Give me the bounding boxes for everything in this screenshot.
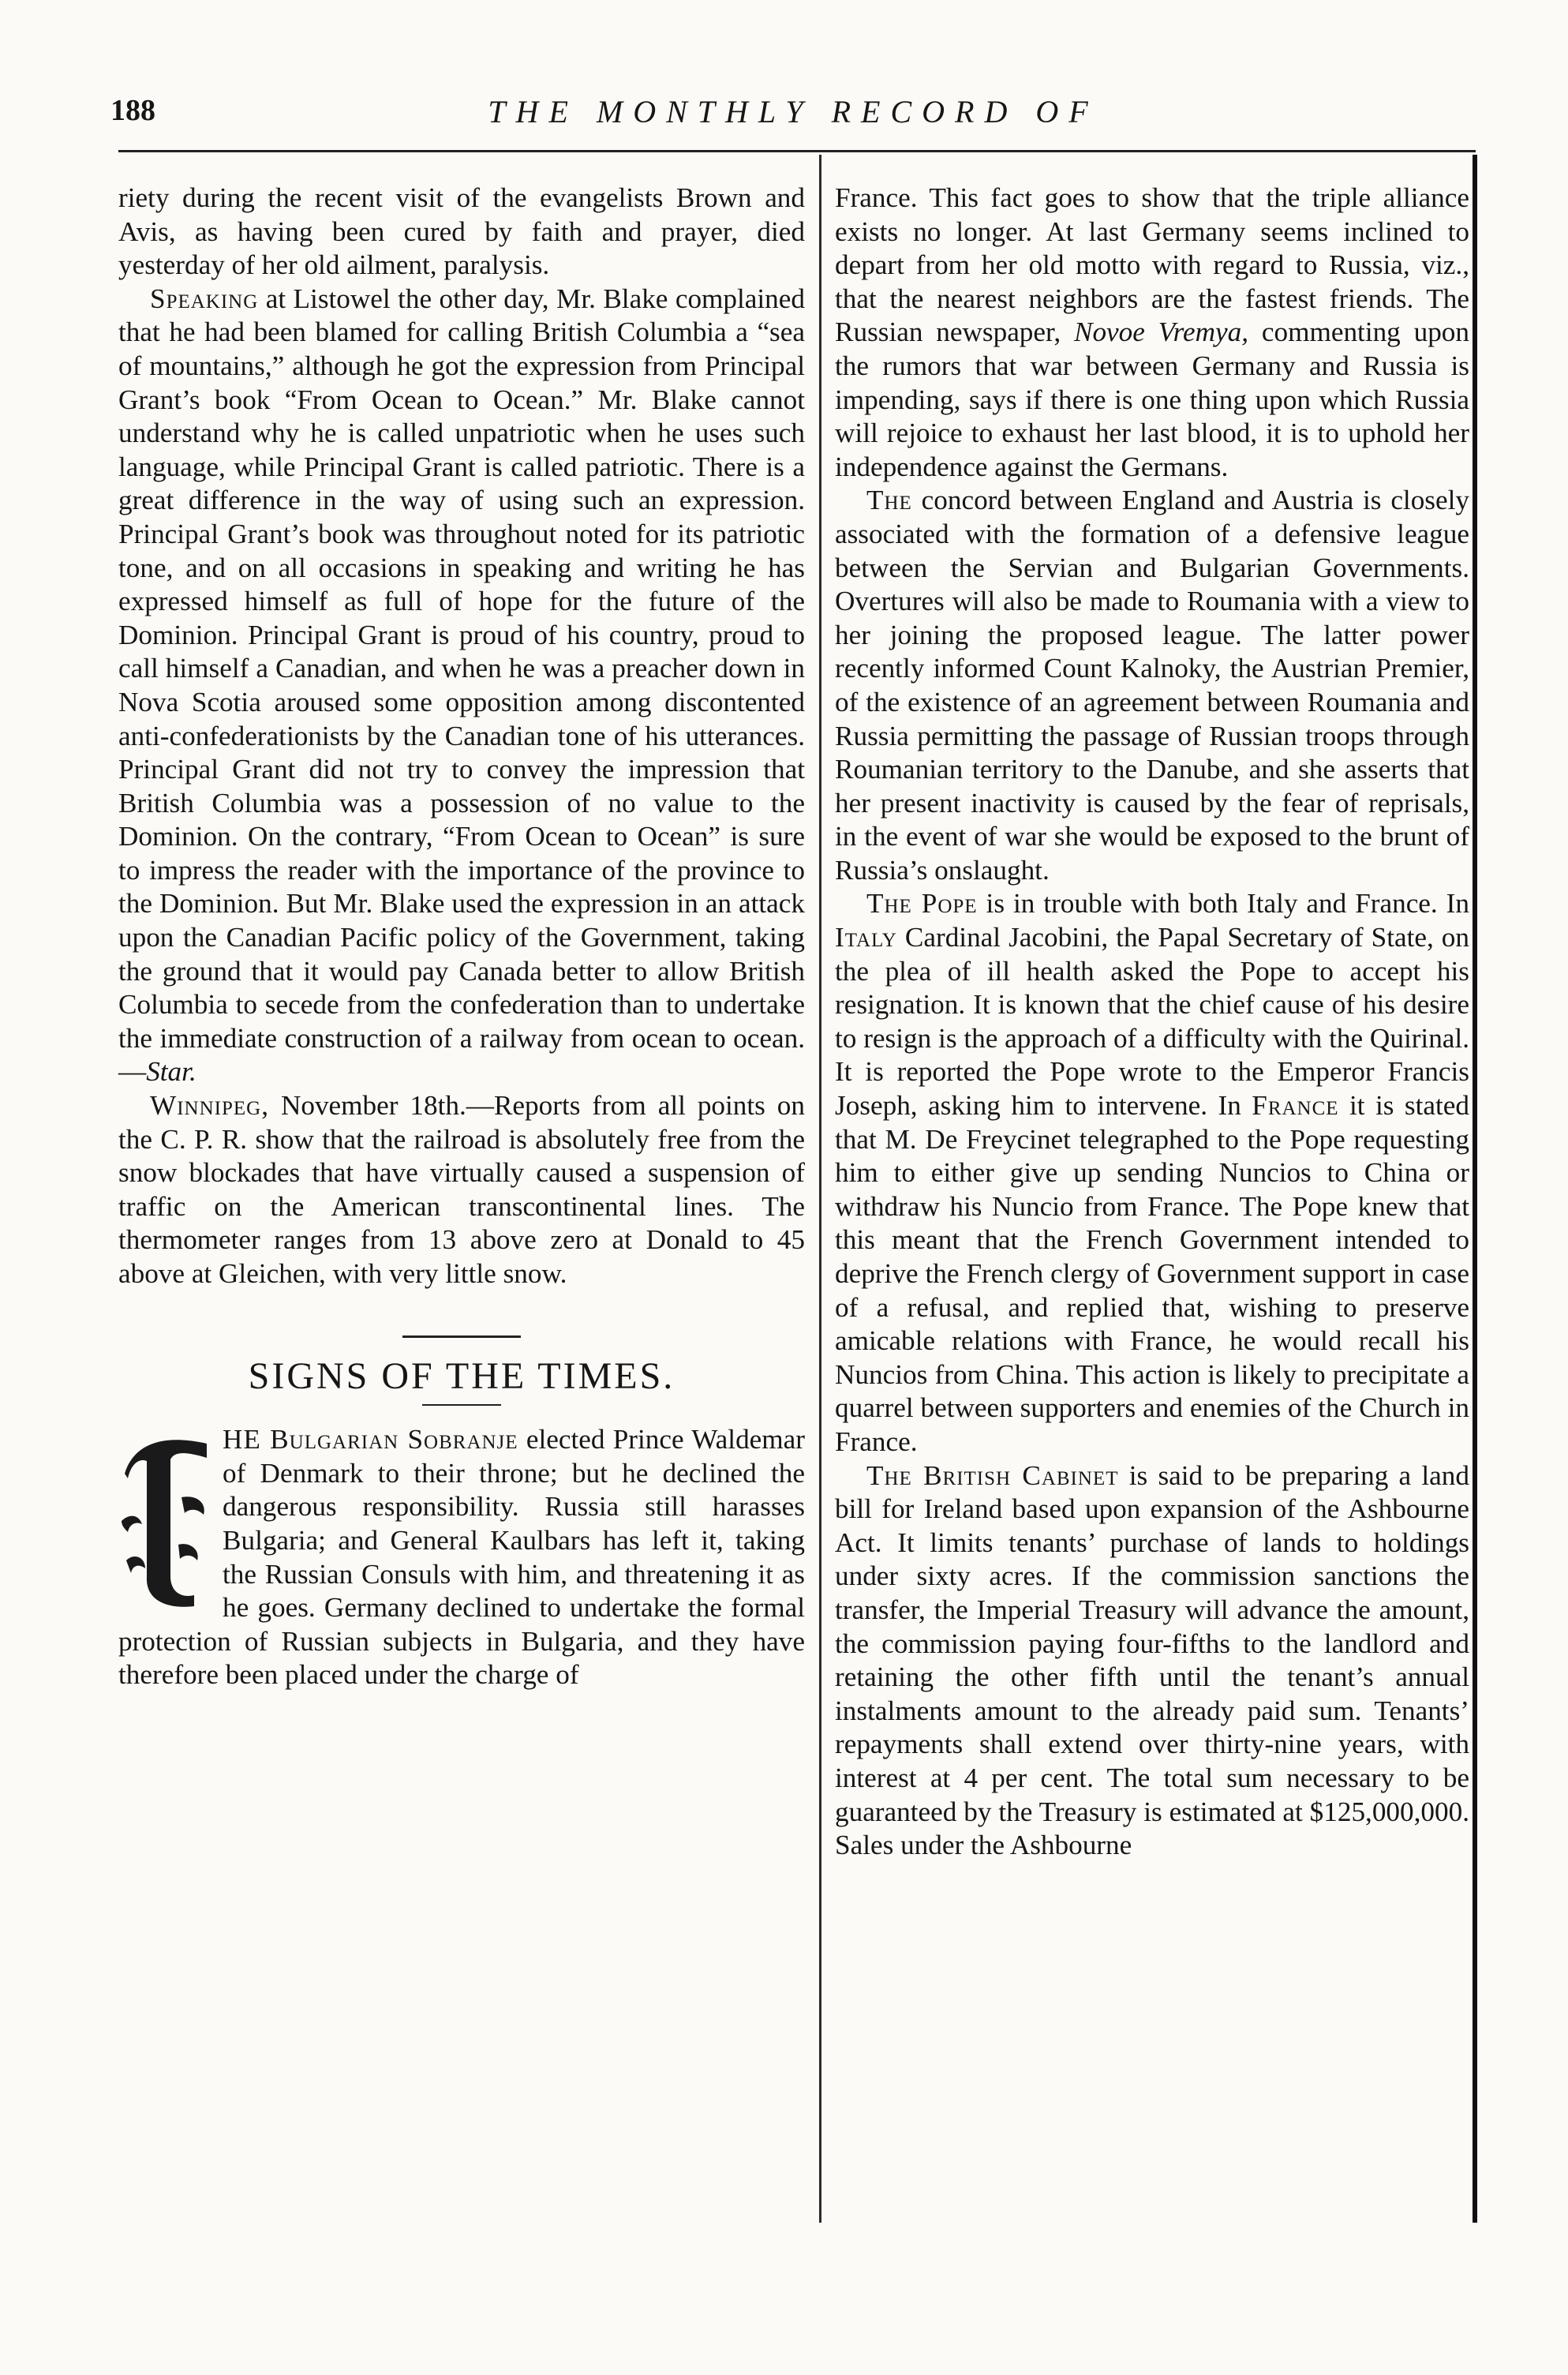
paragraph-england-austria: The concord between England and Austria is closely associated with the formation of a defensive league between the Servian and Bulgarian Governments. Overtures will also be made to Roumania with a view to her joining the proposed league. The latter power recently informed Count Kalnoky, the Austrian Premier, of the existence of an agreement between Roumania and Russia permitting the passage of Russian troops through Roumanian territory to the Danube, and she asserts that her present inactivity is caused by the fear of reprisals, in the event of war she would be exposed to the brunt of Russia’s onslaught. [835, 485, 1469, 886]
page-number: 188 [110, 94, 155, 127]
section-title: SIGNS OF THE TIMES. [248, 1354, 675, 1397]
paragraph-winnipeg: Winnipeg, November 18th.—Reports from all points on the C. P. R. show that the railroad is absolutely free from the snow blockades that have virtually caused a suspension of traffic on the American transcontinental lines. The thermometer ranges from 13 above zero at Donald to 45 above at Gleichen, with very little snow. [118, 1090, 805, 1289]
lead-words: Speaking [150, 283, 259, 314]
right-column [835, 182, 1469, 2234]
section-separator [402, 1335, 521, 1338]
lead-words: HE Bulgarian Sobranje [223, 1424, 518, 1455]
running-title: THE MONTHLY RECORD OF [488, 94, 1098, 129]
lead-words: The [866, 485, 912, 516]
page-header [110, 93, 1476, 140]
title-underline [422, 1404, 501, 1406]
country-name: France [1252, 1090, 1339, 1122]
lead-words: The Pope [866, 888, 978, 920]
ornamental-t-dropcap-icon [118, 1426, 211, 1608]
source-credit: Star. [146, 1056, 196, 1088]
lead-words: The British Cabinet [866, 1459, 1119, 1491]
paragraph-faith-cure: riety during the recent visit of the evangelists Brown and Avis, as having been cured by faith and prayer, died yesterday of her old ailment, paralysis. [118, 182, 805, 281]
lead-words: Winnipeg, [150, 1090, 269, 1122]
column-divider [819, 155, 821, 2223]
paragraph-bulgaria: HE Bulgarian Sobranje elected Prince Waldemar of Denmark to their throne; but he declined the dangerous responsibility. Russia still harasses Bulgaria; and General Kaulbars has left it, taking the Russian Consuls with him, and threatening it as he goes. Germany declined to undertake the formal protection of Russian subjects in Bulgaria, and they have therefore been placed under the charge of [118, 1424, 805, 1691]
paragraph-blake-listowel: Speaking at Listowel the other day, Mr. Blake complained that he had been blamed for calling British Columbia a “sea of mountains,” although he got the expression from Principal Grant’s book “From Ocean to Ocean.” Mr. Blake cannot understand why he is called unpatriotic when he uses such language, while Principal Grant is called patriotic. There is a great difference in the way of using such an expression. Principal Grant’s book was throughout noted for its patriotic tone, and on all occasions in speaking and writing he has expressed himself as full of hope for the future of the Dominion. Principal Grant is proud of his country, proud to call himself a Canadian, and when he was a preacher down in Nova Scotia aroused some opposition among discontented anti-confederationists by the Canadian tone of his utterances. Principal Grant did not try to convey the impression that British Columbia was a possession of no value to the Dominion. On the contrary, “From Ocean to Ocean” is sure to impress the reader with the importance of the province to the Dominion. But Mr. Blake used the expression in an attack upon the Canadian Pacific policy of the Government, taking the ground that it would pay Canada better to allow British Columbia to secede from the confederation than to undertake the immediate construction of a railway from ocean to ocean.—Star. [118, 283, 805, 1088]
paragraph-british-cabinet: The British Cabinet is said to be preparing a land bill for Ireland based upon expansion of the Ashbourne Act. It limits tenants’ purchase of lands to holdings under sixty acres. If the commission sanctions the transfer, the Imperial Treasury will advance the amount, the commission paying four-fifths to the landlord and retaining the other fifth until the tenant’s annual instalments amount to the already paid sum. Tenants’ repayments shall extend over thirty-nine years, with interest at 4 per cent. The total sum necessary to be guaranteed by the Treasury is estimated at $125,000,000. Sales under the Ashbourne [835, 1459, 1469, 1861]
paragraph-pope: The Pope is in trouble with both Italy and France. In Italy Cardinal Jacobini, the Papal Secretary of State, on the plea of ill health asked the Pope to accept his resignation. It is known that the chief cause of his desire to resign is the approach of a difficulty with the Quirinal. It is reported the Pope wrote to the Emperor Francis Joseph, asking him to intervene. In France it is stated that M. De Freycinet telegraphed to the Pope requesting him to either give up sending Nuncios to China or withdraw his Nuncio from France. The Pope knew that this meant that the French Government intended to deprive the French clergy of Government support in case of a refusal, and replied that, wishing to preserve amicable relations with France, he would recall his Nuncios from China. This action is likely to precipitate a quarrel between supporters and enemies of the Church in France. [835, 888, 1469, 1457]
header-rule [118, 150, 1476, 152]
paragraph-triple-alliance: France. This fact goes to show that the triple alliance exists no longer. At last Germany seems inclined to depart from her old motto with regard to Russia, viz., that the nearest neighbors are the fastest friends. The Russian newspaper, Novoe Vremya, commenting upon the rumors that war between Germany and Russia is impending, says if there is one thing upon which Russia will rejoice to exhaust her last blood, it is to uphold her independence against the Germans. [835, 182, 1469, 482]
country-name: Italy [835, 922, 897, 953]
page-edge-shadow [1473, 155, 1477, 2223]
left-column [118, 182, 805, 1692]
newspaper-title: Novoe Vremya, [1073, 317, 1249, 348]
